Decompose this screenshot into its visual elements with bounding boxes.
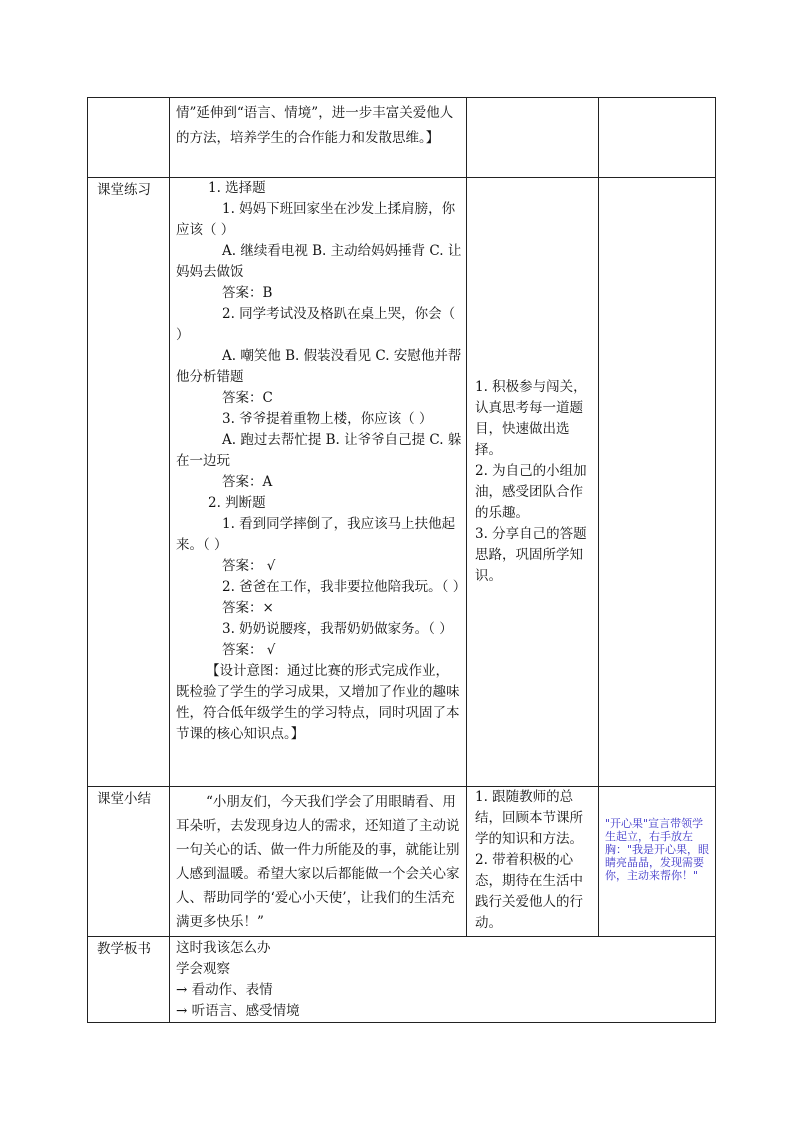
section-heading: 1. 选择题 bbox=[208, 180, 266, 196]
section-heading: 2. 判断题 bbox=[208, 495, 266, 511]
question-text: 2. 同学考试没及格趴在桌上哭，你会（ ） bbox=[176, 306, 456, 343]
teacher-note: "开心果"宣言带领学生起立，右手放左胸："我是开心果，眼睛亮晶晶，发现需要你，主动来帮你！" bbox=[605, 817, 710, 882]
board-writing-cell bbox=[170, 937, 716, 1023]
answer-text: 答案： √ bbox=[222, 558, 276, 574]
student-activity-cell bbox=[467, 178, 599, 787]
answer-text: 答案： √ bbox=[222, 642, 276, 658]
row-label: 教学板书 bbox=[97, 941, 151, 957]
row-label-cell bbox=[88, 98, 170, 178]
board-line: 学会观察 bbox=[176, 961, 230, 977]
student-activity-item: 1. 积极参与闯关，认真思考每一道题目，快速做出选择。 bbox=[475, 379, 587, 458]
board-line: → 看动作、表情 bbox=[176, 982, 273, 998]
question-text: 1. 看到同学摔倒了，我应该马上扶他起来。（ ） bbox=[176, 516, 456, 553]
question-text: 1. 妈妈下班回家坐在沙发上揉肩膀，你应该（ ） bbox=[176, 201, 456, 238]
options-text: A. 嘲笑他 B. 假装没看见 C. 安慰他并帮他分析错题 bbox=[176, 348, 462, 385]
content-cell bbox=[170, 98, 467, 178]
lesson-plan-table bbox=[87, 97, 716, 1023]
row-label-cell bbox=[88, 178, 170, 787]
board-line: 这时我该怎么办 bbox=[176, 940, 271, 956]
answer-text: 答案：C bbox=[222, 390, 273, 406]
student-activity-cell bbox=[467, 787, 599, 937]
student-activity-item: 3. 分享自己的答题思路，巩固所学知识。 bbox=[475, 526, 587, 584]
row-label-cell bbox=[88, 937, 170, 1023]
answer-text: 答案：× bbox=[222, 600, 274, 616]
student-activity-cell bbox=[467, 98, 599, 178]
table-row bbox=[88, 787, 716, 937]
answer-text: 答案：A bbox=[222, 474, 273, 490]
student-activity-item: 1. 跟随教师的总结，回顾本节课所学的知识和方法。 bbox=[475, 789, 583, 847]
table-row bbox=[88, 98, 716, 178]
student-activity-item: 2. 带着积极的心态，期待在生活中践行关爱他人的行动。 bbox=[475, 852, 583, 931]
design-intent-text: 【设计意图：通过比赛的形式完成作业，既检验了学生的学习成果，又增加了作业的趣味性，符合低年级学生的学习特点，同时巩固了本节课的核心知识点。】 bbox=[176, 663, 460, 742]
table-row bbox=[88, 178, 716, 787]
options-text: A. 继续看电视 B. 主动给妈妈捶背 C. 让妈妈去做饭 bbox=[176, 243, 462, 280]
row-label: 课堂小结 bbox=[97, 791, 151, 807]
row-label-cell bbox=[88, 787, 170, 937]
content-cell bbox=[170, 178, 467, 787]
student-activity-item: 2. 为自己的小组加油，感受团队合作的乐趣。 bbox=[475, 463, 587, 521]
row-label: 课堂练习 bbox=[97, 182, 151, 198]
content-text: 情”延伸到“语言、情境”，进一步丰富关爱他人的方法，培养学生的合作能力和发散思维。】 bbox=[176, 105, 454, 146]
note-cell bbox=[599, 787, 716, 937]
question-text: 3. 爷爷提着重物上楼，你应该（ ） bbox=[222, 411, 433, 427]
note-cell bbox=[599, 178, 716, 787]
answer-text: 答案：B bbox=[222, 285, 273, 301]
question-text: 2. 爸爸在工作，我非要拉他陪我玩。（ ） bbox=[222, 579, 467, 595]
note-cell bbox=[599, 98, 716, 178]
options-text: A. 跑过去帮忙提 B. 让爷爷自己提 C. 躲在一边玩 bbox=[176, 432, 462, 469]
summary-text: “小朋友们，今天我们学会了用眼睛看、用耳朵听，去发现身边人的需求，还知道了主动说一句关心的话、做一件力所能及的事，就能让别人感到温暖。希望大家以后都能做一个会关心家人、帮助同学的‘爱心小天使’，让我们的生活充满更多快乐！” bbox=[176, 794, 460, 930]
table-row bbox=[88, 937, 716, 1023]
board-line: → 听语言、感受情境 bbox=[176, 1003, 300, 1019]
question-text: 3. 奶奶说腰疼，我帮奶奶做家务。（ ） bbox=[222, 621, 453, 637]
content-cell bbox=[170, 787, 467, 937]
